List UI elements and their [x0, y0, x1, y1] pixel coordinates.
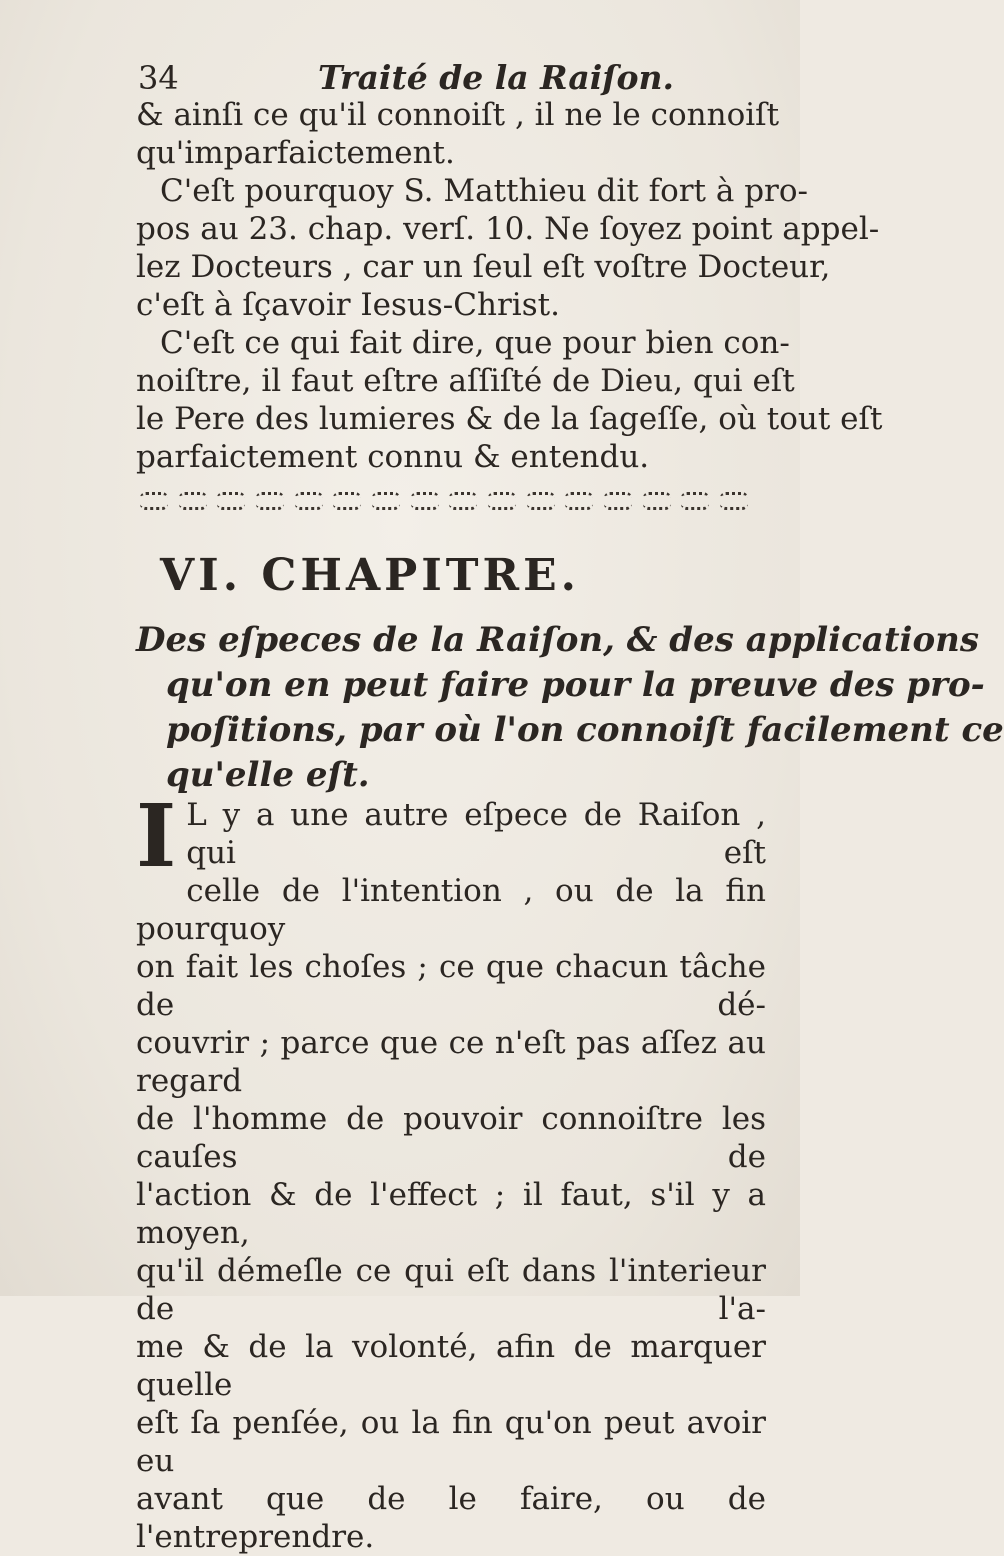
ornament-glyph — [449, 492, 477, 510]
text-line: eſt ſa penſée, ou la fin qu'on peut avoir eu — [136, 1405, 766, 1479]
ornamental-divider — [140, 490, 748, 512]
ornament-glyph — [372, 492, 400, 510]
text-line: L y a une autre eſpece de Raiſon , qui eſt — [186, 797, 766, 871]
summary-line: qu'elle eſt. — [166, 755, 370, 795]
text-line: qu'imparfaictement. — [136, 135, 455, 171]
text-line: couvrir ; parce que ce n'eſt pas aſſez au regard — [136, 1025, 766, 1099]
ornament-glyph — [527, 492, 555, 510]
summary-line: poſitions, par où l'on connoiſt facilement ce — [166, 710, 1004, 750]
summary-line: Des eſpeces de la Raiſon, & des applications — [136, 620, 979, 660]
drop-cap: I — [136, 786, 177, 887]
page-number: 34 — [138, 59, 179, 97]
text-line: c'eſt à ſçavoir Iesus-Christ. — [136, 287, 560, 323]
paragraph-continuation — [136, 96, 883, 476]
ornament-glyph — [179, 492, 207, 510]
chapter-heading: VI. CHAPITRE. — [160, 550, 580, 601]
chapter-body — [136, 786, 766, 1556]
text-line: qu'il démeſle ce qui eſt dans l'interieur de l'a- — [136, 1253, 766, 1327]
chapter-summary — [136, 618, 1004, 798]
text-line: me & de la volonté, afin de marquer quelle — [136, 1329, 766, 1403]
ornament-glyph — [295, 492, 323, 510]
text-line: & ainſi ce qu'il connoiſt , il ne le connoiſt — [136, 97, 780, 133]
text-line: de l'homme de pouvoir connoiſtre les cauſes de — [136, 1101, 766, 1175]
text-line: l'action & de l'effect ; il faut, s'il y a moyen, — [136, 1177, 766, 1251]
summary-line: qu'on en peut faire pour la preuve des pro- — [166, 665, 985, 705]
text-line: on fait les choſes ; ce que chacun tâche de dé- — [136, 949, 766, 1023]
page-header — [0, 58, 800, 98]
ornament-glyph — [217, 492, 245, 510]
ornament-glyph — [140, 492, 168, 510]
ornament-glyph — [604, 492, 632, 510]
ornament-glyph — [565, 492, 593, 510]
text-line: C'eſt ce qui fait dire, que pour bien con- — [160, 325, 790, 361]
ornament-glyph — [488, 492, 516, 510]
ornament-glyph — [411, 492, 439, 510]
text-line: celle de l'intention , ou de la fin pourquoy — [136, 873, 766, 947]
text-line: avant que de le faire, ou de l'entreprendre. — [136, 1481, 766, 1555]
ornament-glyph — [333, 492, 361, 510]
text-line: noiſtre, il faut eſtre aſſiſté de Dieu, qui eſt — [136, 363, 795, 399]
text-line: le Pere des lumieres & de la ſageſſe, où tout eſt — [136, 401, 883, 437]
ornament-glyph — [256, 492, 284, 510]
ornament-glyph — [720, 492, 748, 510]
ornament-glyph — [643, 492, 671, 510]
text-line: parfaictement connu & entendu. — [136, 439, 650, 475]
text-line: C'eſt pourquoy S. Matthieu dit fort à pro- — [160, 173, 809, 209]
text-line: lez Docteurs , car un ſeul eſt voſtre Docteur, — [136, 249, 831, 285]
text-line: pos au 23. chap. verſ. 10. Ne ſoyez point appel- — [136, 211, 880, 247]
ornament-glyph — [681, 492, 709, 510]
running-title: Traité de la Raiſon. — [318, 58, 674, 97]
